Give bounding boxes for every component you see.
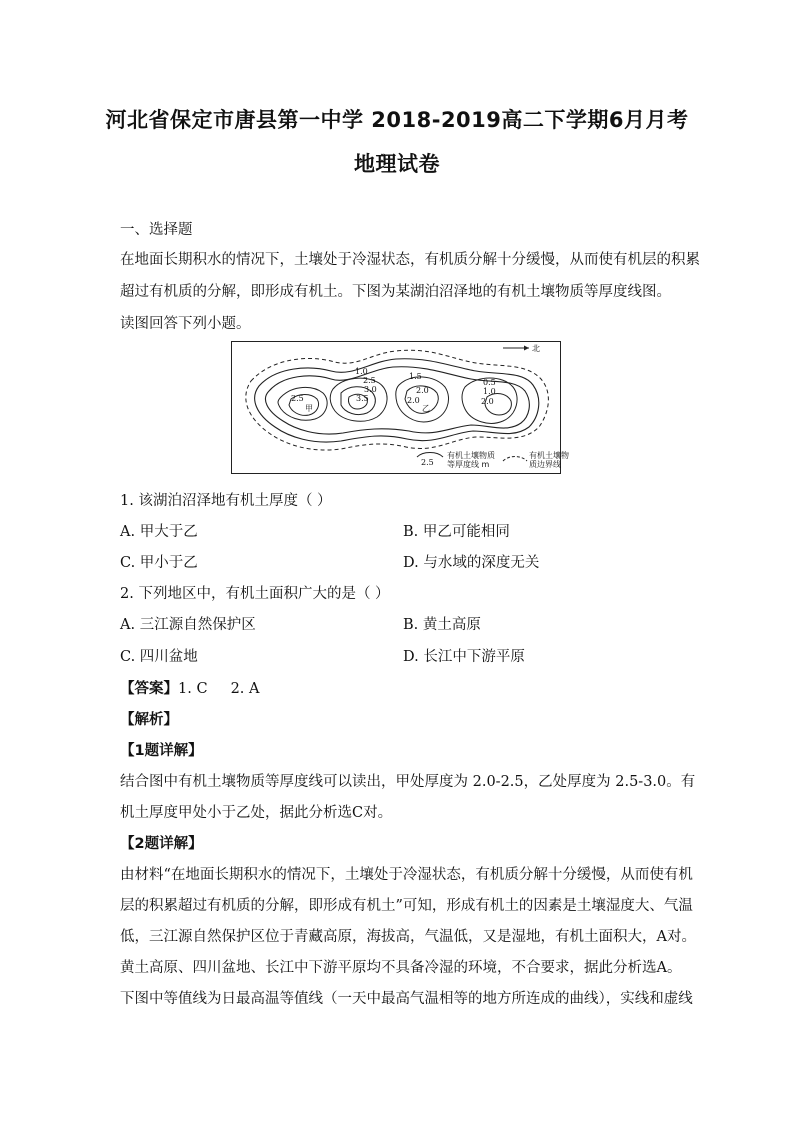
q2-detail-line-3: 低，三江源自然保护区位于青藏高原，海拔高，气温低，又是湿地，有机土面积大，A对。 <box>120 929 696 945</box>
page-title-line2: 地理试卷 <box>354 152 440 176</box>
question-2-option-a: A. 三江源自然保护区 <box>120 617 256 633</box>
legend-boundary-label: 有机土壤物 <box>529 451 569 460</box>
contour-value: 3.5 <box>356 394 369 403</box>
answer-row <box>120 677 260 698</box>
question-1-option-a: A. 甲大于乙 <box>120 524 198 540</box>
north-label: 北 <box>532 344 540 353</box>
contour-value: 2.0 <box>416 386 429 395</box>
question-2-option-c: C. 四川盆地 <box>120 649 198 665</box>
q2-detail-line-1: 由材料“在地面长期积水的情况下，土壤处于冷湿状态，有机质分解十分缓慢，从而使有机 <box>120 867 693 883</box>
contour-value: 2.5 <box>363 376 376 385</box>
contour-value: 1.0 <box>355 367 368 376</box>
q1-detail-line-2: 机土厚度甲处小于乙处，据此分析选C对。 <box>120 805 393 821</box>
intro-line-1: 在地面长期积水的情况下，土壤处于冷湿状态，有机质分解十分缓慢，从而使有机层的积累 <box>120 252 700 268</box>
q2-detail-line-2: 层的积累超过有机质的分解，即形成有机土”可知，形成有机土的因素是土壤湿度大、气温 <box>120 898 693 914</box>
contour-value: 1.5 <box>409 372 422 381</box>
contour-value: 2.0 <box>407 396 420 405</box>
legend-contour-label: 等厚度线 m <box>447 460 490 469</box>
intro-line-2: 超过有机质的分解，即形成有机土。下图为某湖泊沼泽地的有机土壤物质等厚度线图。 <box>120 284 671 300</box>
contour-value: 2.0 <box>481 397 494 406</box>
place-label-jia: 甲 <box>305 404 313 413</box>
page-title-line1: 河北省保定市唐县第一中学 2018-2019高二下学期6月月考 <box>105 108 689 132</box>
question-1-option-c: C. 甲小于乙 <box>120 555 198 571</box>
question-2-option-b: B. 黄土高原 <box>403 617 481 633</box>
question-1-option-d: D. 与水域的深度无关 <box>403 555 540 571</box>
question-1-option-b: B. 甲乙可能相同 <box>403 524 510 540</box>
q1-detail-line-1: 结合图中有机土壤物质等厚度线可以读出，甲处厚度为 2.0-2.5，乙处厚度为 2.5-3.0。有 <box>120 774 696 790</box>
contour-value: 1.0 <box>483 387 496 396</box>
answer-text: 1. C 2. A <box>178 681 260 697</box>
question-1-stem: 1. 该湖泊沼泽地有机土厚度（ ） <box>120 493 332 509</box>
place-label-yi: 乙 <box>422 404 430 413</box>
contour-value: 3.0 <box>364 385 377 394</box>
answer-label: 【答案】 <box>120 681 178 697</box>
contour-map-figure <box>231 341 569 474</box>
analysis-label: 【解析】 <box>120 712 178 728</box>
contour-value: 0.5 <box>483 378 496 387</box>
legend-contour-label: 有机土壤物质 <box>447 451 495 460</box>
legend-boundary-label: 质边界线 <box>529 460 561 469</box>
q2-detail-label: 【2题详解】 <box>120 836 203 852</box>
intro-line-3: 读图回答下列小题。 <box>120 316 251 332</box>
contour-value: 2.5 <box>291 394 304 403</box>
question-2-option-d: D. 长江中下游平原 <box>403 649 525 665</box>
q1-detail-label: 【1题详解】 <box>120 743 203 759</box>
section-heading: 一、选择题 <box>120 222 193 238</box>
q2-detail-line-5: 下图中等值线为日最高温等值线（一天中最高气温相等的地方所连成的曲线），实线和虚线 <box>120 991 693 1007</box>
q2-detail-line-4: 黄土高原、四川盆地、长江中下游平原均不具备冷湿的环境，不合要求，据此分析选A。 <box>120 960 682 976</box>
legend-value: 2.5 <box>421 458 434 467</box>
question-2-stem: 2. 下列地区中，有机土面积广大的是（ ） <box>120 586 390 602</box>
